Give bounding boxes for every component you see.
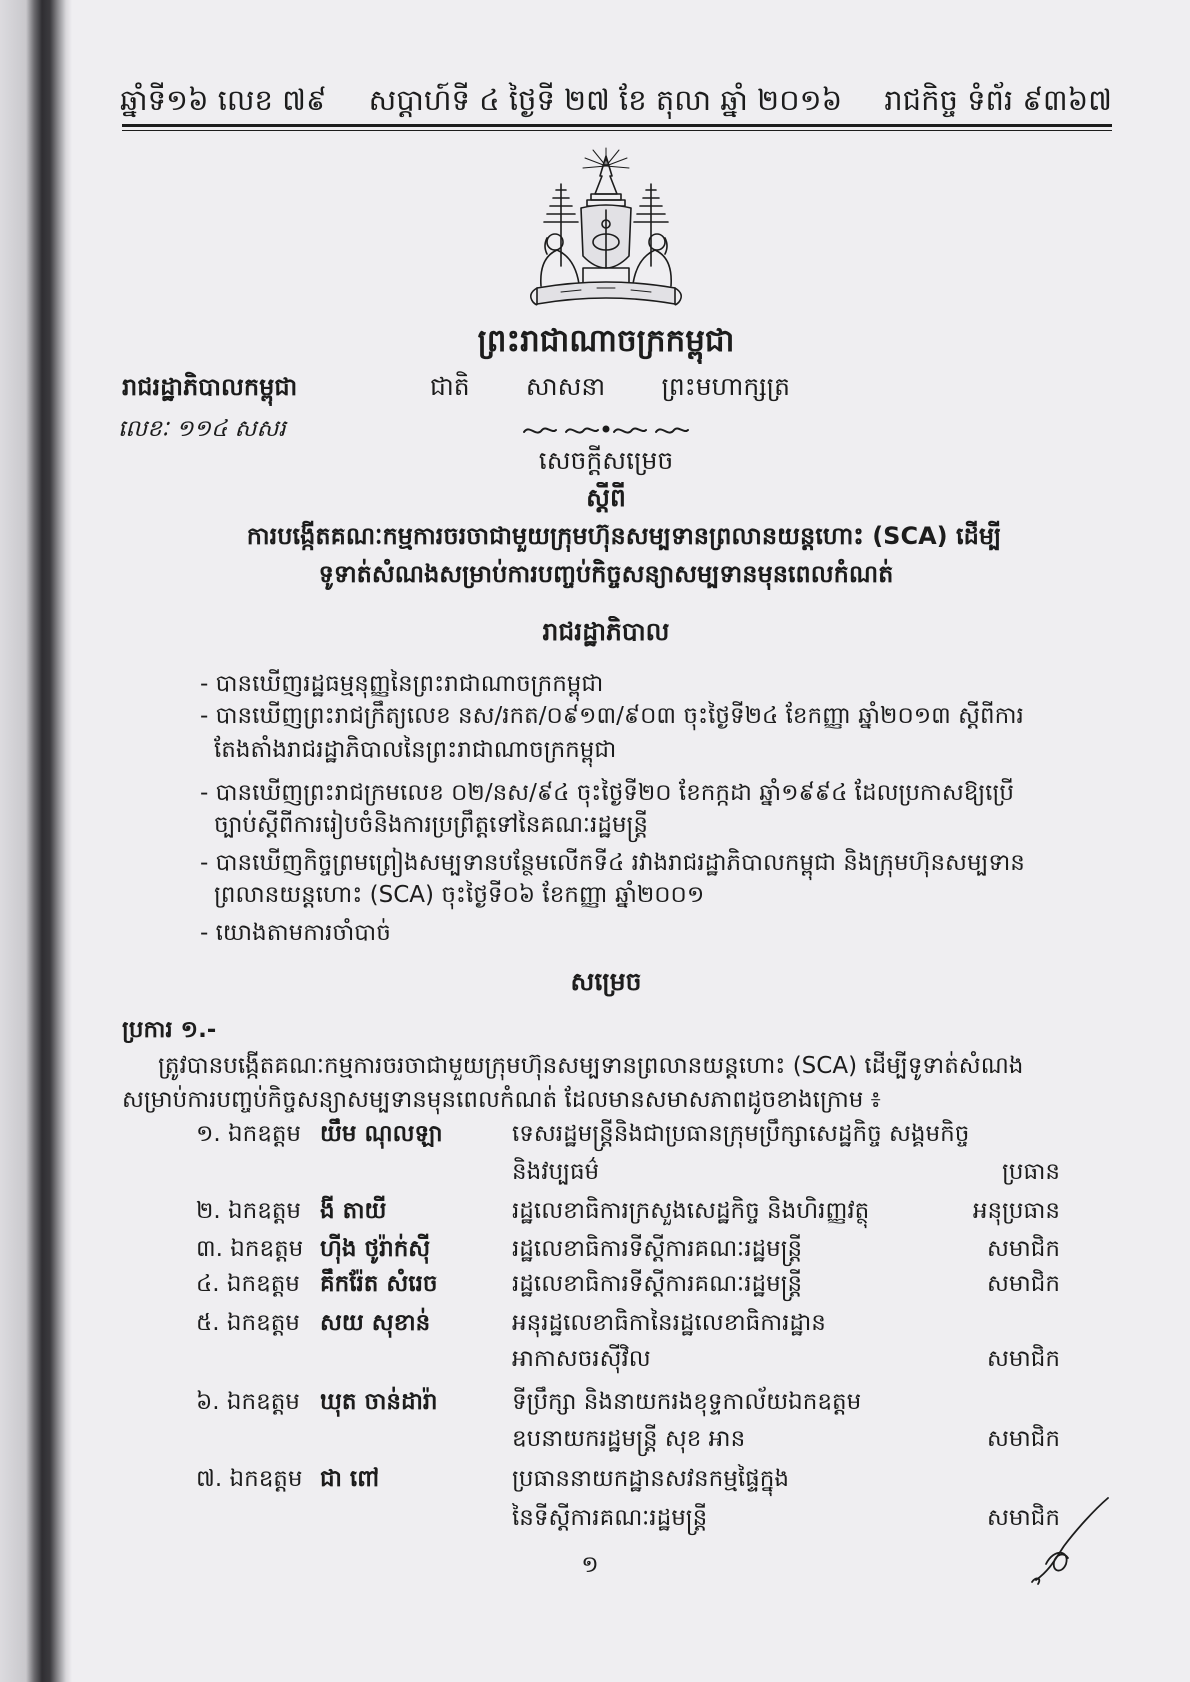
member-number: ៥. ឯកឧត្តម (196, 1310, 300, 1336)
member-number: ៣. ឯកឧត្តម (196, 1236, 304, 1262)
member-role: ទីប្រឹក្សា និងនាយករងខុទ្ទកាល័យឯកឧត្តម (512, 1389, 862, 1415)
reference-number: លេខៈ ១១៤ សសរ (118, 416, 286, 442)
member-name: ជា ពៅ (320, 1466, 380, 1492)
motto-religion: សាសនា (525, 372, 606, 401)
consideration-5: - យោងតាមការចាំបាច់ (200, 920, 391, 946)
member-name: សយ សុខាន់ (320, 1310, 431, 1336)
subject-line-1: ការបង្កើតគណៈកម្មការចរចាជាមួយក្រុមហ៊ុនសម្បទានព្រលានយន្តហោះ (SCA) ដើម្បី (246, 522, 1002, 550)
national-motto (430, 370, 790, 406)
royal-coat-of-arms-icon (521, 146, 691, 314)
member-role-cont: និងវប្បធម៌ (512, 1159, 600, 1185)
gazette-header (120, 80, 1112, 120)
member-title: សមាជិក (987, 1271, 1060, 1297)
member-number: ៦. ឯកឧត្តម (196, 1389, 300, 1415)
member-role: អនុរដ្ឋលេខាធិកានៃរដ្ឋលេខាធិការដ្ឋាន (512, 1310, 826, 1336)
member-role-cont: ឧបនាយករដ្ឋមន្ត្រី សុខ អាន (512, 1426, 746, 1452)
document-type: សេចក្តីសម្រេច (538, 446, 674, 475)
issuer-name: រាជរដ្ឋាភិបាលកម្ពុជា (122, 373, 298, 401)
page-number: ១ (581, 1552, 599, 1578)
emblem-ribbon (531, 282, 682, 305)
scan-edge-shadow (0, 0, 72, 1682)
member-role: រដ្ឋលេខាធិការទីស្តីការគណៈរដ្ឋមន្ត្រី (512, 1236, 803, 1262)
consideration-2-cont: តែងតាំងរាជរដ្ឋាភិបាលនៃព្រះរាជាណាចក្រកម្ពុជា (214, 737, 617, 763)
about-label: ស្តីពី (586, 483, 626, 512)
emblem-parasol-right (634, 184, 668, 266)
member-role: ទេសរដ្ឋមន្ត្រីនិងជាប្រធានក្រុមប្រឹក្សាសេដ្ឋកិច្ច សង្គមកិច្ច (512, 1121, 970, 1147)
gazette-issue: ឆ្នាំទី១៦ លេខ ៧៩ (120, 83, 327, 117)
header-rule (122, 124, 1112, 131)
member-number: ៧. ឯកឧត្តម (196, 1466, 303, 1492)
member-title: សមាជិក (987, 1346, 1060, 1372)
article-1-text-line-2: សម្រាប់ការបញ្ចប់កិច្ចសន្យាសម្បទានមុនពេលកំណត់ ដែលមានសមាសភាពដូចខាងក្រោម ៖ (122, 1087, 881, 1113)
consideration-3: - បានឃើញព្រះរាជក្រមលេខ ០២/នស/៩៤ ចុះថ្ងៃទី២០ ខែកក្កដា ឆ្នាំ១៩៩៤ ដែលប្រកាសឱ្យប្រើ (200, 780, 1014, 806)
initial-signature-icon (1024, 1492, 1116, 1586)
emblem-lion-right (633, 234, 671, 286)
member-number: ១. ឯកឧត្តម (196, 1121, 302, 1147)
member-role: រដ្ឋលេខាធិការទីស្តីការគណៈរដ្ឋមន្ត្រី (512, 1271, 803, 1297)
member-title: សមាជិក (987, 1426, 1060, 1452)
emblem-lion-left (541, 234, 579, 286)
ornament-divider-icon (516, 418, 696, 440)
consideration-1: - បានឃើញរដ្ឋធម្មនុញ្ញនៃព្រះរាជាណាចក្រកម្ពុជា (200, 671, 604, 697)
authority-heading: រាជរដ្ឋាភិបាល (542, 617, 670, 646)
motto-king: ព្រះមហាក្សត្រ (661, 372, 790, 401)
decides-heading: សម្រេច (570, 967, 642, 996)
subject-line-2: ទូទាត់សំណងសម្រាប់ការបញ្ចប់កិច្ចសន្យាសម្បទានមុនពេលកំណត់ (318, 560, 894, 588)
member-role-cont: អាកាសចរស៊ីវិល (512, 1346, 651, 1372)
gazette-page: រាជកិច្ច ទំព័រ ៩៣៦៧ (884, 83, 1112, 117)
consideration-3-cont: ច្បាប់ស្តីពីការរៀបចំនិងការប្រព្រឹត្តទៅនៃគណៈរដ្ឋមន្ត្រី (214, 812, 649, 838)
article-1-heading: ប្រការ ១.- (122, 1017, 217, 1043)
member-name: ងី តាយី (320, 1198, 387, 1224)
emblem-shield (581, 205, 631, 268)
gazette-date: សប្តាហ៍ទី ៤ ថ្ងៃទី ២៧ ខែ តុលា ឆ្នាំ ២០១៦ (368, 83, 843, 117)
member-name: យឹម ណុលឡា (320, 1121, 443, 1147)
motto-nation: ជាតិ (430, 372, 470, 401)
member-title: សមាជិក (987, 1236, 1060, 1262)
member-number: ២. ឯកឧត្តម (196, 1198, 302, 1224)
member-name: គឹករ៉ែត សំរេច (320, 1271, 438, 1297)
member-name: ហ៊ីង ថូរ៉ាក់ស៊ី (320, 1236, 431, 1262)
member-number: ៤. ឯកឧត្តម (196, 1271, 300, 1297)
member-title: ប្រធាន (1002, 1159, 1060, 1185)
kingdom-title: ព្រះរាជាណាចក្រកម្ពុជា (477, 323, 735, 359)
member-role-cont: នៃទីស្តីការគណៈរដ្ឋមន្ត្រី (512, 1505, 708, 1531)
article-1-text-line-1: ត្រូវបានបង្កើតគណៈកម្មការចរចាជាមួយក្រុមហ៊ុនសម្បទានព្រលានយន្តហោះ (SCA) ដើម្បីទូទាត់សំណង (158, 1053, 1024, 1079)
member-title: សមាជិក (987, 1505, 1060, 1531)
consideration-4-cont: ព្រលានយន្តហោះ (SCA) ចុះថ្ងៃទី០៦ ខែកញ្ញា ឆ្នាំ២០០១ (214, 882, 705, 908)
member-role: ប្រធាននាយកដ្ឋានសវនកម្មផ្ទៃក្នុង (512, 1466, 789, 1492)
consideration-4: - បានឃើញកិច្ចព្រមព្រៀងសម្បទានបន្ថែមលើកទី៤ រវាងរាជរដ្ឋាភិបាលកម្ពុជា និងក្រុមហ៊ុនសម្បទាន (200, 850, 1025, 876)
member-role: រដ្ឋលេខាធិការក្រសួងសេដ្ឋកិច្ច និងហិរញ្ញវត្ថុ (512, 1198, 870, 1224)
emblem-parasol-left (544, 184, 578, 266)
consideration-2: - បានឃើញព្រះរាជក្រឹត្យលេខ នស/រកត/០៩១៣/៩០៣ ចុះថ្ងៃទី២៤ ខែកញ្ញា ឆ្នាំ២០១៣ ស្តីពីការ (200, 703, 1024, 729)
member-name: ឃុត ចាន់ដារ៉ា (320, 1389, 438, 1415)
member-title: អនុប្រធាន (972, 1198, 1060, 1224)
